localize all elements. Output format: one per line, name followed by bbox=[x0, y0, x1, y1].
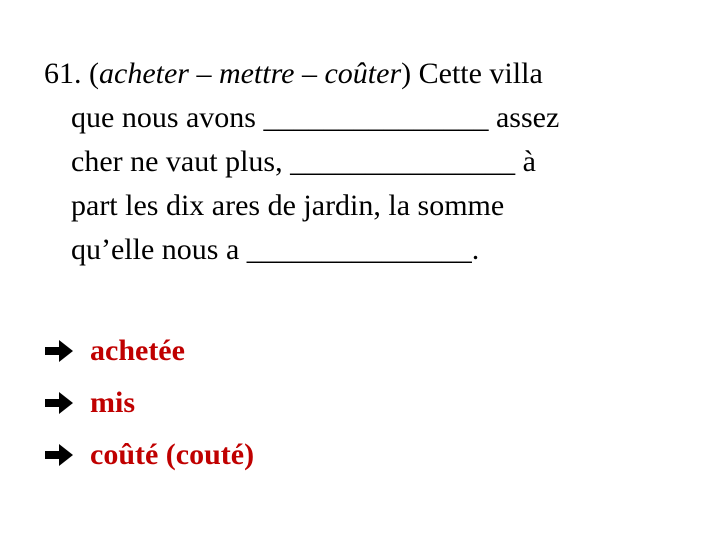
answer-item bbox=[44, 377, 254, 429]
question-block bbox=[44, 52, 694, 272]
answer-item bbox=[44, 429, 254, 481]
arrow-right-icon bbox=[44, 339, 74, 363]
answer-item bbox=[44, 325, 254, 377]
question-line-3: cher ne vaut plus, _______________ à bbox=[71, 145, 536, 178]
question-line-1 bbox=[44, 52, 694, 96]
answer-text: coûté (couté) bbox=[90, 438, 255, 471]
question-line-2: que nous avons _______________ assez bbox=[71, 101, 560, 134]
arrow-right-icon bbox=[44, 391, 74, 415]
answer-text: mis bbox=[90, 386, 135, 419]
question-line-4: part les dix ares de jardin, la somme bbox=[71, 189, 505, 222]
verbs-open-paren: ( bbox=[89, 57, 99, 90]
arrow-right-icon bbox=[44, 443, 74, 467]
question-line-1-rest: Cette villa bbox=[418, 57, 543, 90]
verbs-hint: acheter – mettre – coûter bbox=[99, 57, 402, 90]
question-number: 61. bbox=[44, 57, 82, 90]
question-line-5: qu’elle nous a _______________. bbox=[71, 233, 480, 266]
answer-text: achetée bbox=[90, 334, 185, 367]
verbs-close-paren: ) bbox=[401, 57, 412, 90]
answer-list bbox=[44, 325, 254, 481]
